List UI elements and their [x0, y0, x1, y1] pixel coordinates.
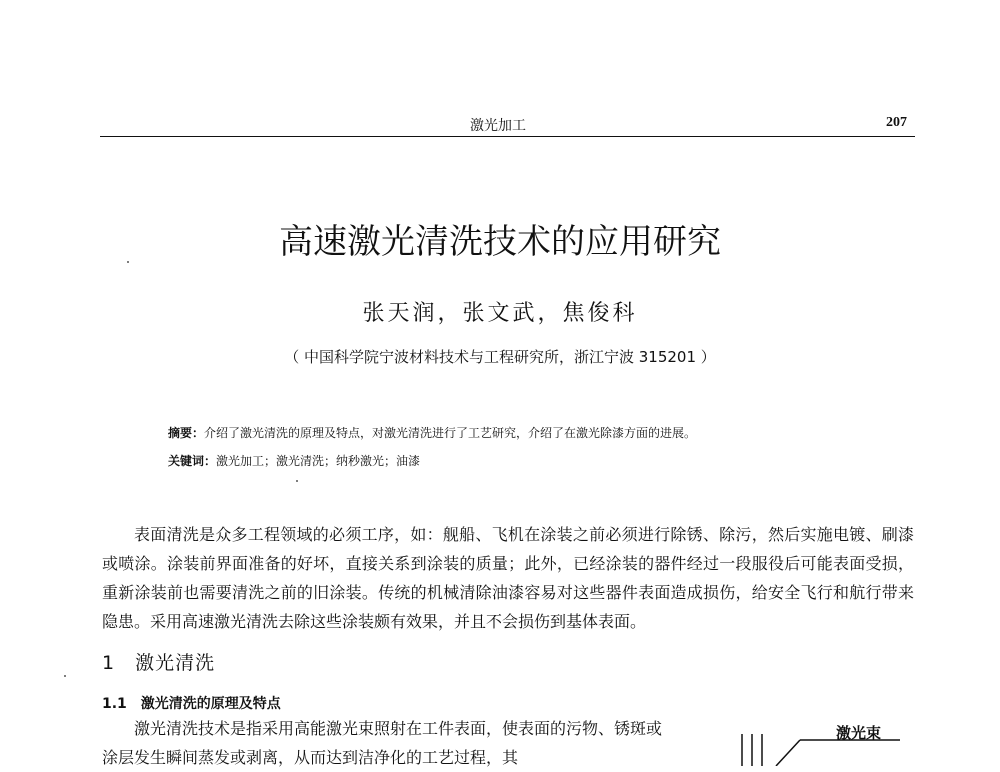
scan-speck: [296, 480, 298, 482]
section-heading-1: 1 激光清洗: [102, 652, 216, 674]
intro-paragraph: [102, 520, 914, 636]
paper-authors: 张天润，张文武，焦俊科: [362, 301, 638, 326]
paper-affiliation: （ 中国科学院宁波材料技术与工程研究所，浙江宁波 315201 ）: [284, 348, 716, 366]
intro-text: 表面清洗是众多工程领域的必须工序，如：舰船、飞机在涂装之前必须进行除锈、除污，然后实施电镀、刷漆或喷涂。涂装前界面准备的好坏，直接关系到涂装的质量；此外，已经涂装的器件经过一段服役后可能表面受损，重新涂装前也需要清洗之前的旧涂装。传统的机械清除油漆容易对这些器件表面造成损伤，给安全飞行和航行带来隐患。采用高速激光清洗去除这些涂装颇有效果，并且不会损伤到基体表面。: [102, 525, 914, 631]
laser-beam-figure: [740, 720, 920, 766]
keywords-text: 激光加工；激光清洗；纳秒激光；油漆: [216, 454, 421, 468]
figure-label: 激光束: [836, 724, 882, 742]
running-header-section: 激光加工: [470, 118, 526, 134]
abstract-text: 介绍了激光清洗的原理及特点，对激光清洗进行了工艺研究，介绍了在激光除漆方面的进展。: [204, 426, 697, 440]
section-1-1-paragraph: [102, 714, 662, 772]
scan-speck: [127, 261, 129, 263]
abstract: [168, 424, 696, 441]
keywords: [168, 452, 420, 469]
keywords-label: 关键词：: [168, 454, 217, 468]
scan-speck: [64, 675, 66, 677]
paper-title: 高速激光清洗技术的应用研究: [279, 222, 721, 262]
page-number: 207: [886, 115, 907, 130]
abstract-label: 摘要：: [168, 426, 205, 440]
section-1-1-text: 激光清洗技术是指采用高能激光束照射在工件表面，使表面的污物、锈斑或涂层发生瞬间蒸发或剥离，从而达到洁净化的工艺过程，其: [102, 719, 663, 767]
header-rule: [100, 136, 915, 137]
section-heading-1-1: 1.1 激光清洗的原理及特点: [102, 696, 281, 712]
